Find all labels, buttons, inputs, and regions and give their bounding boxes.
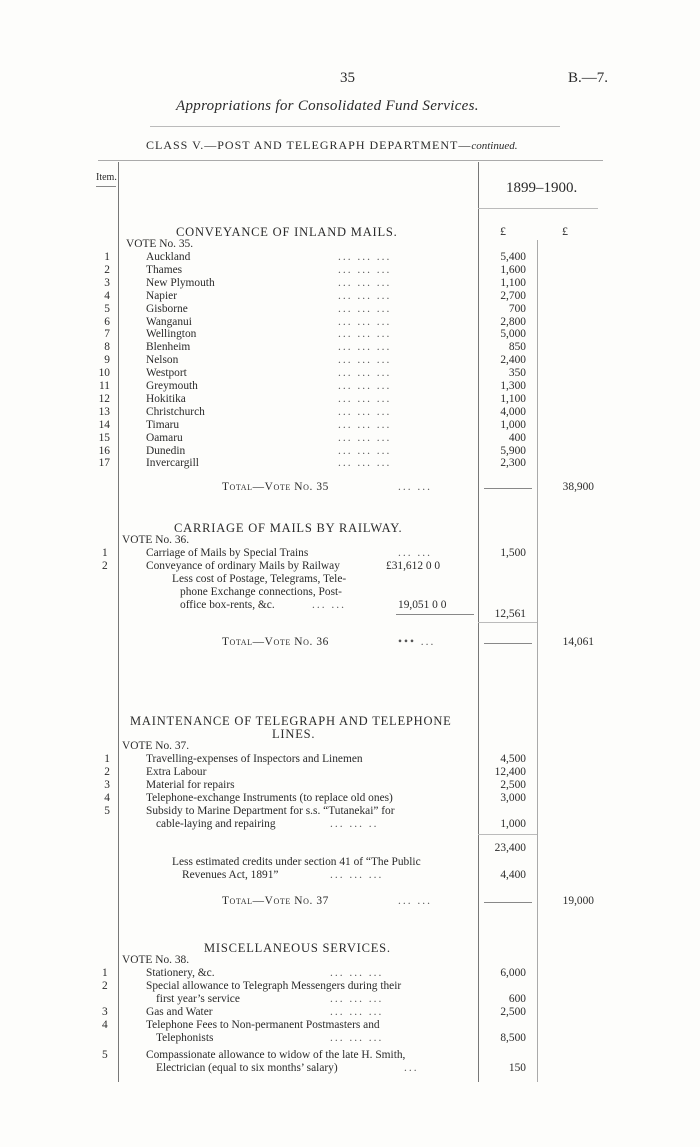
total-vote-35-amount: 38,900 — [562, 481, 594, 493]
line-item-label: Subsidy to Marine Department for s.s. “Tutanekai” for — [146, 805, 395, 817]
dot-leader: ... ... ... — [338, 444, 392, 457]
item-number: 1 — [102, 967, 108, 979]
telegraph-less-line-2: Revenues Act, 1891” — [182, 869, 279, 881]
item-number: 9 — [104, 354, 110, 367]
line-item-label: Wanganui — [146, 315, 192, 328]
item-number: 5 — [102, 1049, 108, 1061]
line-item-amount: 1,300 — [500, 380, 526, 392]
line-item-amount: 1,100 — [500, 392, 526, 405]
dot-leader: ... ... ... — [338, 302, 392, 315]
item-number: 8 — [104, 341, 110, 354]
dot-leader: ... ... ... — [338, 328, 392, 341]
line-item-amount: 850 — [508, 341, 526, 354]
vote-36-heading: VOTE No. 36. — [122, 534, 190, 546]
misc-gas-water: Gas and Water — [146, 1006, 213, 1018]
pound-heading-detail: £ — [500, 224, 506, 238]
telegraph-less-line-1: Less estimated credits under section 41 of “The Public — [172, 856, 421, 868]
class-title-continued: continued. — [471, 140, 518, 152]
dot-leader: ... ... — [398, 481, 432, 493]
dot-leader: ... ... — [398, 895, 432, 907]
item-number: 2 — [104, 766, 110, 778]
item-number: 12 — [98, 392, 110, 405]
telegraph-less-amount: 4,400 — [500, 869, 526, 881]
misc-compassionate-amount: 150 — [508, 1062, 526, 1074]
line-item-amount: 2,700 — [500, 289, 526, 302]
line-item-amount: 5,000 — [500, 328, 526, 341]
vote-35-heading: VOTE No. 35. — [126, 238, 194, 250]
line-item-label: Westport — [146, 367, 187, 380]
vote-37-heading: VOTE No. 37. — [122, 740, 190, 752]
railway-net-rule — [478, 622, 537, 623]
item-number: 3 — [104, 779, 110, 791]
item-number: 3 — [104, 276, 110, 289]
section-title-telegraph: MAINTENANCE OF TELEGRAPH AND TELEPHONE — [130, 714, 452, 728]
item-number: 7 — [104, 328, 110, 341]
section-title-telegraph-line-2: LINES. — [272, 727, 316, 741]
line-item-amount: 5,400 — [500, 251, 526, 263]
total-37-rule — [484, 902, 532, 903]
item-number: 4 — [104, 792, 110, 804]
dot-leader: ... ... ... — [330, 993, 384, 1005]
item-number: 17 — [98, 457, 110, 470]
railway-less-line-3: office box-rents, &c. — [180, 599, 275, 611]
line-item-label: Hokitika — [146, 392, 186, 405]
line-item-label: Napier — [146, 289, 177, 302]
dot-leader: ... — [404, 1062, 419, 1074]
item-column-rule — [118, 162, 119, 1082]
line-item-amount: 700 — [508, 302, 526, 315]
section-title-railway: CARRIAGE OF MAILS BY RAILWAY. — [174, 521, 403, 535]
line-item-label: New Plymouth — [146, 276, 215, 289]
line-item-amount: 4,500 — [500, 753, 526, 765]
item-number: 5 — [104, 302, 110, 315]
telegraph-cable-laying-amount: 1,000 — [500, 818, 526, 830]
line-item-amount: 350 — [508, 367, 526, 380]
line-item-amount: 2,800 — [500, 315, 526, 328]
dot-leader: ... ... ... — [330, 1006, 384, 1018]
misc-messengers-line-1: Special allowance to Telegraph Messengers during their — [146, 980, 402, 992]
dot-leader: ... ... ... — [338, 251, 392, 263]
dot-leader: ... ... ... — [338, 380, 392, 392]
item-number: 3 — [102, 1006, 108, 1018]
line-item-label: Telephone-exchange Instruments (to replace old ones) — [146, 792, 393, 804]
dot-leader: ... ... ... — [338, 431, 392, 444]
total-vote-37-label: Total—Vote No. 37 — [222, 895, 329, 907]
misc-stationery-amount: 6,000 — [500, 967, 526, 979]
item-number: 14 — [98, 418, 110, 431]
line-item-amount: 2,300 — [500, 457, 526, 470]
total-vote-36-label: Total—Vote No. 36 — [222, 636, 329, 648]
misc-stationery: Stationery, &c. — [146, 967, 215, 979]
vote-38-heading: VOTE No. 38. — [122, 954, 190, 966]
header-rule — [98, 160, 603, 161]
dot-leader: ... ... ... — [330, 967, 384, 979]
telegraph-subtotal: 23,400 — [494, 842, 526, 854]
dot-leader: ... ... ... — [338, 289, 392, 302]
line-item-label: Nelson — [146, 354, 179, 367]
dot-leader: ... ... ... — [330, 869, 384, 881]
line-item-label: Oamaru — [146, 431, 183, 444]
item-number: 1 — [104, 753, 110, 765]
railway-less-amount: 19,051 0 0 — [398, 599, 447, 611]
item-number: 1 — [104, 251, 110, 263]
item-number: 4 — [104, 289, 110, 302]
railway-ordinary-mails: Conveyance of ordinary Mails by Railway — [146, 560, 340, 572]
dot-leader: ... ... ... — [338, 392, 392, 405]
line-item-amount: 3,000 — [500, 792, 526, 804]
line-item-amount: 4,000 — [500, 405, 526, 418]
item-number: 1 — [102, 547, 108, 559]
line-item-label: Christchurch — [146, 405, 205, 418]
line-item-label: Timaru — [146, 418, 180, 431]
class-title-text: CLASS V.—POST AND TELEGRAPH DEPARTMENT— — [146, 138, 472, 152]
line-item-amount: 400 — [508, 431, 526, 444]
dot-leader: ... ... ... — [338, 367, 392, 380]
line-item-label: Extra Labour — [146, 766, 207, 778]
line-item-amount: 5,900 — [500, 444, 526, 457]
dot-leader: ... ... ... — [338, 276, 392, 289]
year-heading: 1899–1900. — [506, 180, 578, 196]
pound-heading-total: £ — [562, 224, 568, 238]
dot-leader: ... ... ... — [338, 341, 392, 354]
railway-less-rule — [396, 614, 474, 615]
item-number: 5 — [104, 805, 110, 817]
railway-special-trains-amount: 1,500 — [500, 547, 526, 559]
misc-messengers-line-2: first year’s service — [156, 993, 240, 1005]
railway-gross-amount: £31,612 0 0 — [386, 560, 441, 572]
misc-telephone-fees-line-1: Telephone Fees to Non-permanent Postmasters and — [146, 1019, 380, 1031]
item-heading-rule — [96, 186, 116, 187]
dot-leader: ... ... ... — [338, 263, 392, 276]
class-title — [146, 138, 517, 153]
item-number: 6 — [104, 315, 110, 328]
line-item-amount: 1,600 — [500, 263, 526, 276]
telegraph-subtotal-rule — [478, 834, 537, 835]
section-title-miscellaneous: MISCELLANEOUS SERVICES. — [204, 941, 391, 955]
item-number: 13 — [98, 405, 110, 418]
item-number: 2 — [102, 560, 108, 572]
item-number: 4 — [102, 1019, 108, 1031]
section-title-inland-mails: CONVEYANCE OF INLAND MAILS. — [176, 225, 398, 239]
dot-leader: ... ... ... — [338, 405, 392, 418]
line-item-amount: 1,100 — [500, 276, 526, 289]
item-number: 11 — [99, 380, 110, 392]
dot-leader: ... ... ... — [338, 457, 392, 470]
dot-leader: ... ... ... — [338, 418, 392, 431]
dot-leader: ... ... — [312, 599, 346, 611]
item-number: 2 — [102, 980, 108, 992]
item-number: 16 — [98, 444, 110, 457]
misc-telephone-fees-amount: 8,500 — [500, 1032, 526, 1044]
total-36-rule — [484, 643, 532, 644]
line-item-amount: 12,400 — [494, 766, 526, 778]
line-item-label: Invercargill — [146, 457, 199, 470]
total-vote-35-label: Total—Vote No. 35 — [222, 481, 329, 493]
misc-compassionate-line-2: Electrician (equal to six months’ salary) — [156, 1062, 338, 1074]
page-subtitle: Appropriations for Consolidated Fund Services. — [176, 98, 479, 114]
item-number: 15 — [98, 431, 110, 444]
line-item-amount: 2,500 — [500, 779, 526, 791]
item-heading: Item. — [96, 172, 117, 183]
dot-leader: ... ... ... — [338, 354, 392, 367]
year-heading-rule — [478, 208, 598, 209]
line-item-label: Thames — [146, 263, 183, 276]
total-vote-36-amount: 14,061 — [562, 636, 594, 648]
railway-less-line-2: phone Exchange connections, Post- — [180, 586, 342, 598]
total-35-rule — [484, 488, 532, 489]
railway-net-amount: 12,561 — [494, 608, 526, 620]
line-item-label: Travelling-expenses of Inspectors and Linemen — [146, 753, 363, 765]
item-number: 10 — [98, 367, 110, 380]
misc-messengers-amount: 600 — [508, 993, 526, 1005]
misc-telephone-fees-line-2: Telephonists — [156, 1032, 214, 1044]
line-item-label: Greymouth — [146, 380, 198, 392]
line-item-amount: 2,400 — [500, 354, 526, 367]
item-number: 2 — [104, 263, 110, 276]
dot-leader: ... ... ... — [338, 315, 392, 328]
total-column-rule — [537, 240, 538, 1082]
telegraph-cable-laying: cable-laying and repairing — [156, 818, 276, 830]
page-number: 35 — [340, 70, 355, 86]
subtitle-rule — [150, 126, 560, 127]
railway-less-line-1: Less cost of Postage, Telegrams, Tele- — [172, 573, 347, 585]
total-vote-37-amount: 19,000 — [562, 895, 594, 907]
dot-leader: ••• ... — [398, 636, 436, 648]
line-item-label: Material for repairs — [146, 779, 235, 791]
line-item-label: Gisborne — [146, 302, 188, 315]
railway-special-trains: Carriage of Mails by Special Trains — [146, 547, 309, 559]
line-item-label: Dunedin — [146, 444, 186, 457]
dot-leader: ... ... .. — [330, 818, 379, 830]
line-item-label: Blenheim — [146, 341, 191, 354]
line-item-label: Wellington — [146, 328, 197, 341]
dot-leader: ... ... — [398, 547, 432, 559]
dot-leader: ... ... ... — [330, 1032, 384, 1044]
document-reference: B.—7. — [568, 70, 609, 86]
line-item-amount: 1,000 — [500, 418, 526, 431]
misc-compassionate-line-1: Compassionate allowance to widow of the late H. Smith, — [146, 1049, 406, 1061]
misc-gas-water-amount: 2,500 — [500, 1006, 526, 1018]
line-item-label: Auckland — [146, 251, 191, 263]
